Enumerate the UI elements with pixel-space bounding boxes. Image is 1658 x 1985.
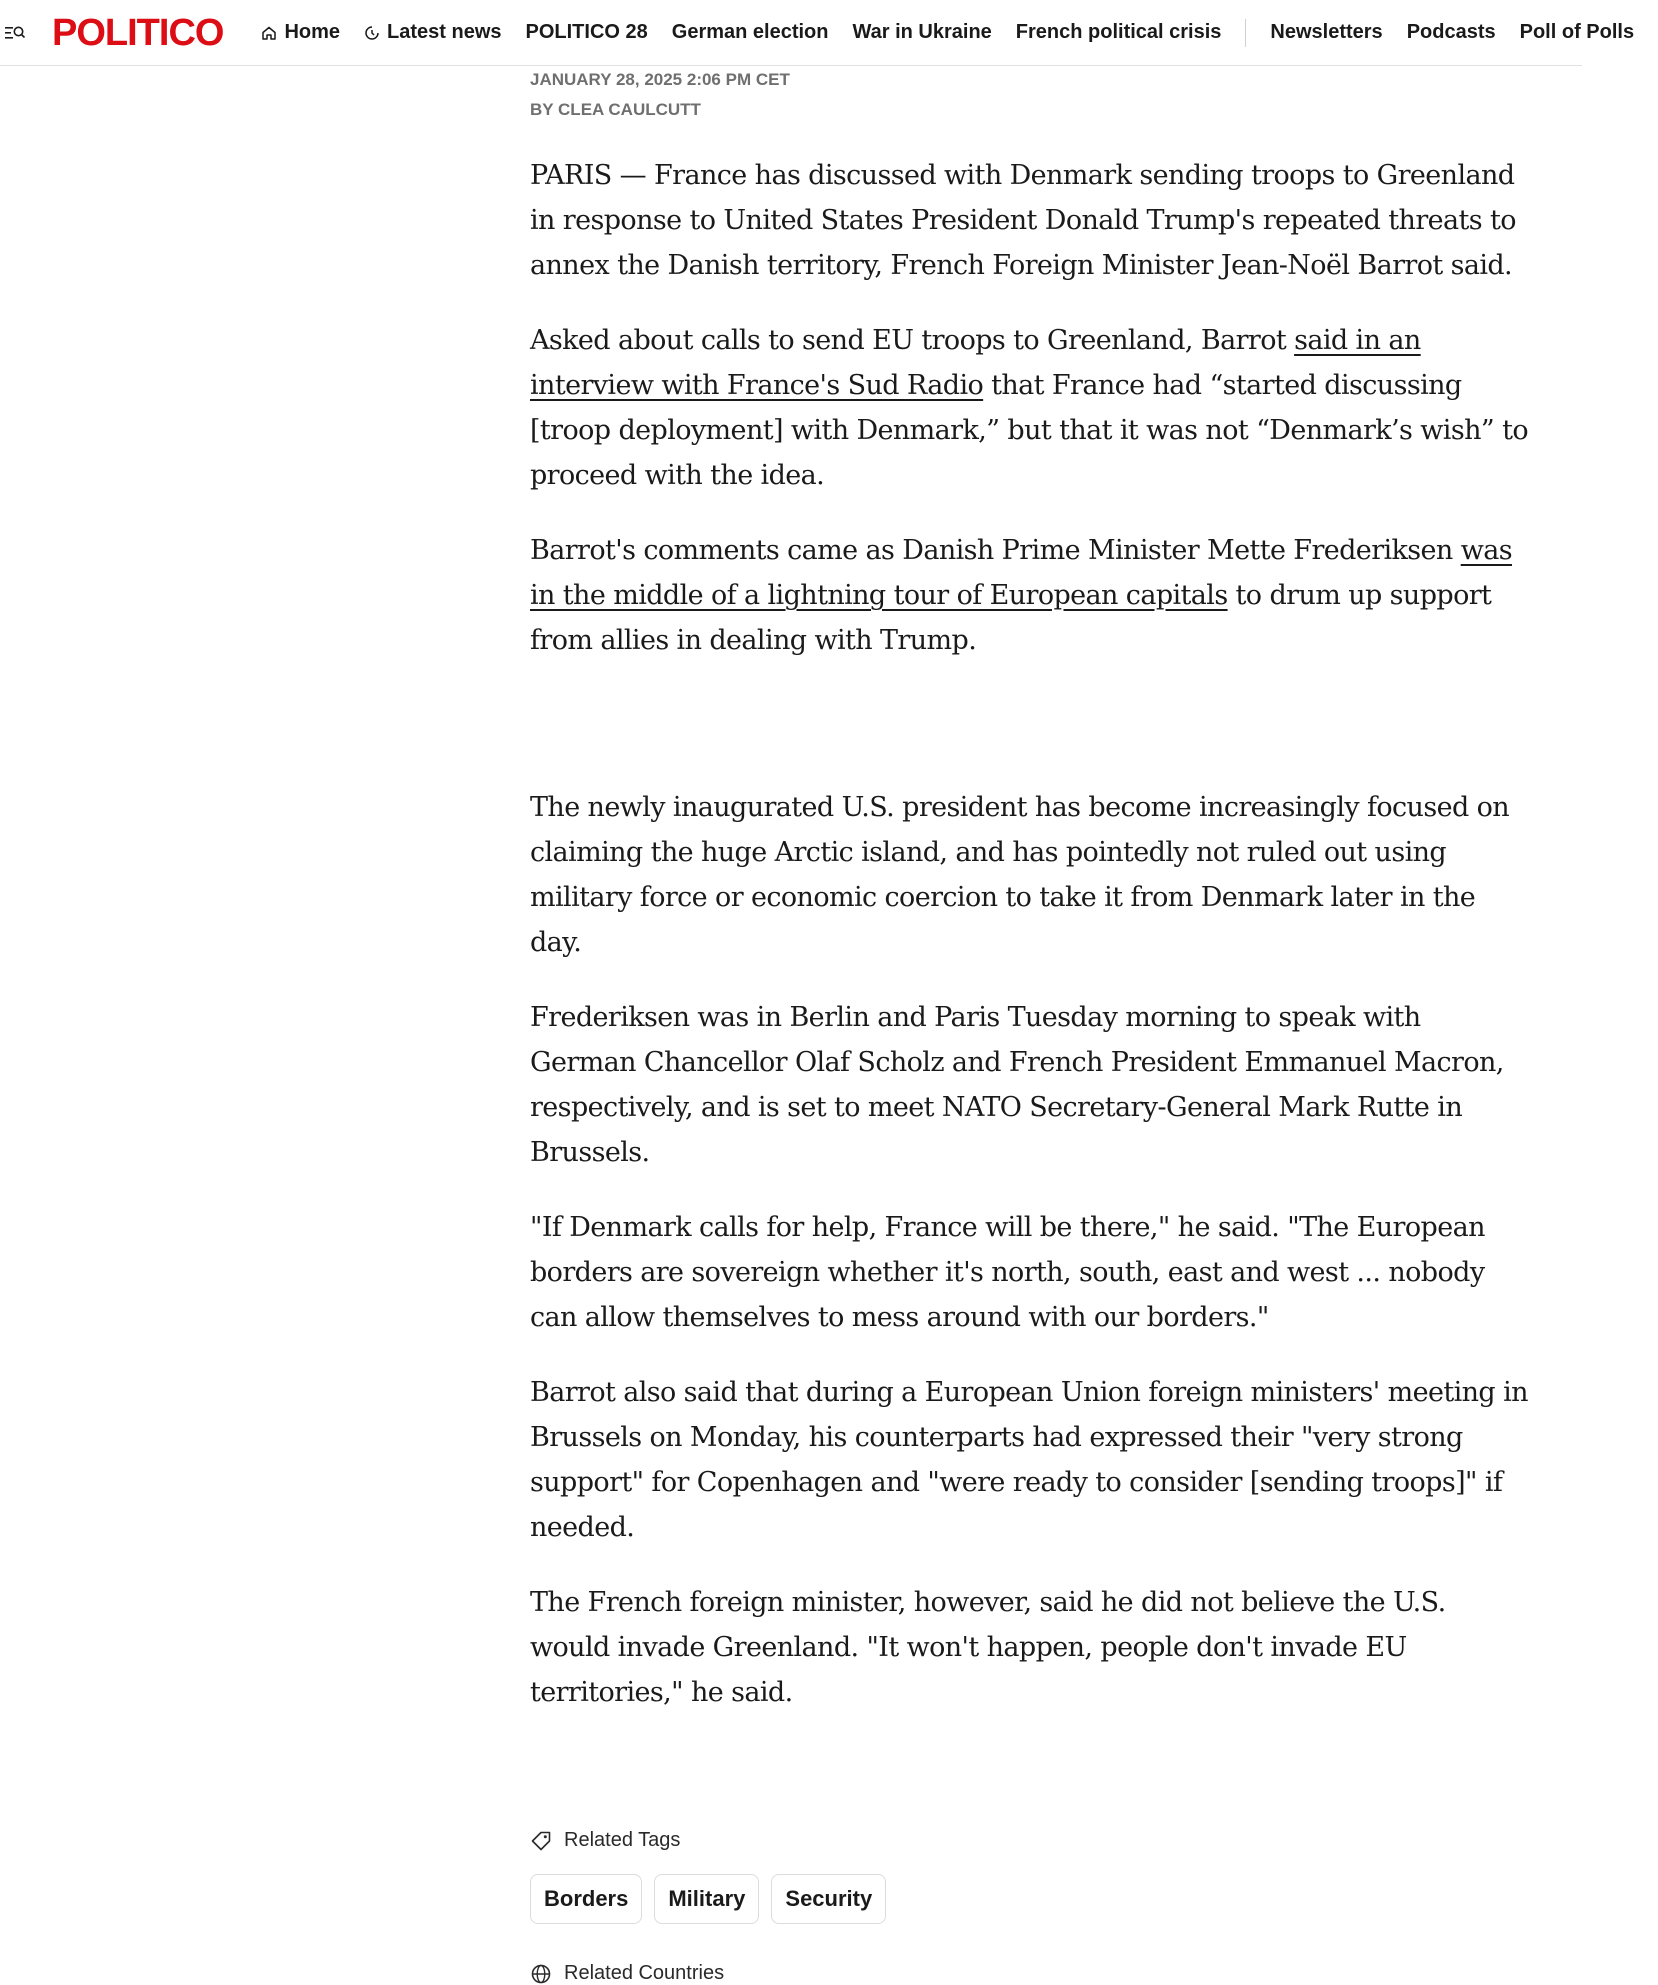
article-paragraph: The French foreign minister, however, said he did not believe the U.S. would invade Greenland. "It won't happen, people don't invade EU territories," he said. — [530, 1587, 1446, 1708]
latest-news-icon — [364, 25, 380, 41]
article-paragraph — [530, 318, 1530, 498]
nav-link-poll-of-polls[interactable]: Poll of Polls — [1519, 21, 1635, 43]
nav-divider — [1245, 19, 1246, 47]
article-paragraph: The newly inaugurated U.S. president has become increasingly focused on claiming the huge Arctic island, and has pointedly not ruled out using military force or economic coercion to take it from Denmark later in the day. — [530, 792, 1510, 958]
nav-link-label: Latest news — [387, 21, 502, 43]
nav-link-politico-28[interactable]: POLITICO 28 — [525, 21, 648, 43]
related-countries-heading — [530, 1962, 1530, 1985]
tag-military[interactable]: Military — [654, 1874, 759, 1924]
nav-link-german-election[interactable]: German election — [671, 21, 829, 43]
nav-link-latest-news[interactable] — [364, 21, 501, 44]
nav-link-home[interactable] — [261, 21, 340, 44]
tag-borders[interactable]: Borders — [530, 1874, 642, 1924]
home-icon — [261, 25, 277, 41]
paragraph-text: Barrot's comments came as Danish Prime Minister Mette Frederiksen — [530, 535, 1461, 566]
nav-link-label: Home — [284, 21, 341, 43]
paragraph-text: to drum up support from allies in dealing with Trump. — [530, 580, 1492, 656]
lightning-tour-link[interactable]: was in the middle of a lightning tour of European capitals — [530, 535, 1512, 611]
menu-search-icon[interactable] — [4, 15, 26, 51]
related-tags-heading — [530, 1829, 1530, 1852]
sud-radio-interview-link[interactable]: said in an interview with France's Sud Radio — [530, 325, 1421, 401]
article-paragraph: "If Denmark calls for help, France will be there," he said. "The European borders are sovereign whether it's north, south, east and west ... nobody can allow themselves to mess around with our borders." — [530, 1212, 1485, 1333]
top-navigation — [0, 0, 1635, 66]
related-tags-list — [530, 1874, 1530, 1924]
tag-icon — [530, 1830, 552, 1852]
primary-nav — [261, 19, 1658, 47]
politico-logo[interactable]: POLITICO — [52, 11, 224, 54]
related-tags-label: Related Tags — [564, 1829, 681, 1851]
article-byline: BY CLEA CAULCUTT — [530, 100, 701, 119]
nav-link-french-political-crisis[interactable]: French political crisis — [1015, 21, 1222, 43]
paragraph-text: Asked about calls to send EU troops to Greenland, Barrot — [530, 325, 1295, 356]
article-date: JANUARY 28, 2025 2:06 PM CET — [530, 70, 790, 89]
paragraph-text: that France had “started discussing [troop deployment] with Denmark,” but that it was not “Denmark’s wish” to proceed with the idea. — [530, 370, 1528, 491]
article — [530, 65, 1530, 1985]
globe-icon — [530, 1963, 552, 1985]
article-paragraph: Barrot also said that during a European Union foreign ministers' meeting in Brussels on Monday, his counterparts had expressed their "very strong support" for Copenhagen and "were ready to consider [sending troops]" if needed. — [530, 1377, 1528, 1543]
nav-link-war-in-ukraine[interactable]: War in Ukraine — [852, 21, 992, 43]
article-paragraph: Frederiksen was in Berlin and Paris Tuesday morning to speak with German Chancellor Olaf Scholz and French President Emmanuel Macron, respectively, and is set to meet NATO Secretary-General Mark Rutte in Brussels. — [530, 1002, 1504, 1168]
nav-link-podcasts[interactable]: Podcasts — [1406, 21, 1496, 43]
article-paragraph — [530, 528, 1530, 663]
tag-security[interactable]: Security — [771, 1874, 886, 1924]
nav-link-newsletters[interactable]: Newsletters — [1270, 21, 1383, 43]
article-paragraph: PARIS — France has discussed with Denmark sending troops to Greenland in response to United States President Donald Trump's repeated threats to annex the Danish territory, French Foreign Minister Jean-Noël Barrot said. — [530, 160, 1516, 281]
related-countries-label: Related Countries — [564, 1962, 725, 1984]
